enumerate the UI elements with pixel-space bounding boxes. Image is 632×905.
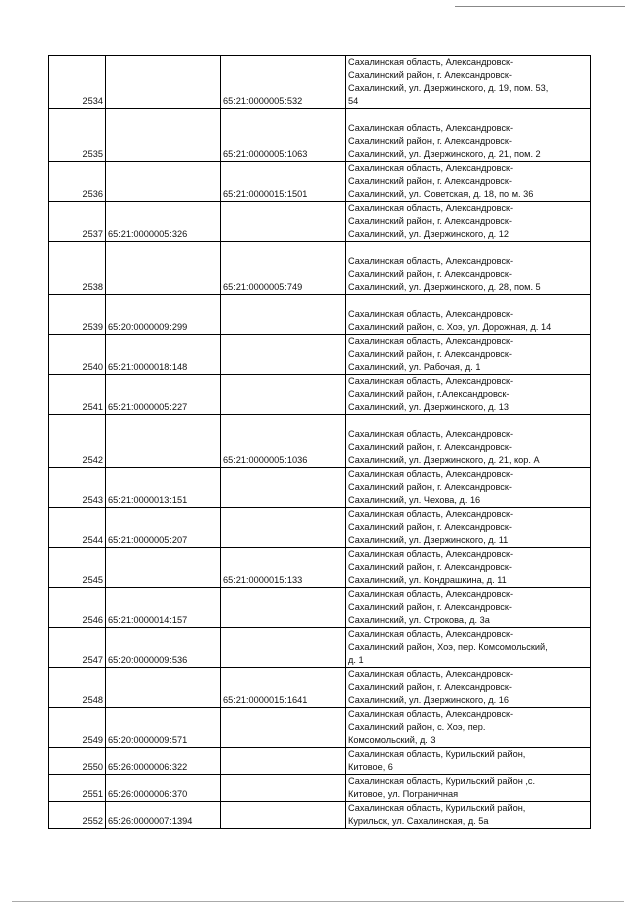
address-cell: [346, 508, 591, 548]
address-line: Сахалинский, ул. Кондрашкина, д. 11: [348, 575, 507, 585]
table-body: [49, 56, 591, 829]
cadastral-number-cell: 65:21:0000014:157: [106, 588, 221, 628]
row-number-cell: 2546: [49, 588, 106, 628]
address-line: Курильск, ул. Сахалинская, д. 5а: [348, 816, 489, 826]
address-line: Сахалинская область, Александровск-: [348, 429, 514, 439]
address-cell: [346, 668, 591, 708]
table-row: [49, 748, 591, 775]
table-row: [49, 242, 591, 295]
parent-cadastral-number-cell: [221, 375, 346, 415]
address-cell: [346, 335, 591, 375]
parent-cadastral-number-cell: 65:21:0000005:749: [221, 242, 346, 295]
parent-cadastral-number-cell: [221, 468, 346, 508]
parent-cadastral-number-cell: [221, 508, 346, 548]
address-line: Сахалинский район, г. Александровск-: [348, 442, 512, 452]
address-line: Сахалинский район, г. Александровск-: [348, 349, 512, 359]
row-number-cell: 2544: [49, 508, 106, 548]
address-line: Сахалинский район, г. Александровск-: [348, 522, 512, 532]
parent-cadastral-number-cell: [221, 708, 346, 748]
row-number-cell: 2536: [49, 162, 106, 202]
address-line: Сахалинский, ул. Советская, д. 18, по м. 36: [348, 189, 534, 199]
cadastral-number-cell: 65:21:0000018:148: [106, 335, 221, 375]
table-row: [49, 802, 591, 829]
bottom-rule: [12, 901, 624, 902]
address-line: Сахалинский район, г. Александровск-: [348, 176, 512, 186]
top-rule: [455, 6, 625, 7]
address-line: Сахалинский, ул. Чехова, д. 16: [348, 495, 481, 505]
cadastral-number-cell: [106, 415, 221, 468]
table-row: [49, 202, 591, 242]
row-number-cell: 2534: [49, 56, 106, 109]
address-cell: [346, 202, 591, 242]
address-cell: [346, 748, 591, 775]
cadastral-number-cell: 65:20:0000009:536: [106, 628, 221, 668]
address-line: [348, 109, 588, 122]
address-line: Сахалинская область, Александровск-: [348, 629, 514, 639]
cadastral-number-cell: 65:26:0000006:322: [106, 748, 221, 775]
address-line: Сахалинская область, Александровск-: [348, 509, 514, 519]
cadastral-number-cell: 65:21:0000005:326: [106, 202, 221, 242]
row-number-cell: 2548: [49, 668, 106, 708]
row-number-cell: 2537: [49, 202, 106, 242]
table-row: [49, 56, 591, 109]
row-number-cell: 2549: [49, 708, 106, 748]
address-line: Сахалинский, ул. Дзержинского, д. 12: [348, 229, 509, 239]
table-row: [49, 295, 591, 335]
address-line: Сахалинская область, Курильский район,: [348, 803, 526, 813]
parent-cadastral-number-cell: 65:21:0000005:1063: [221, 109, 346, 162]
parent-cadastral-number-cell: [221, 295, 346, 335]
property-registry-table: [48, 55, 591, 829]
parent-cadastral-number-cell: [221, 775, 346, 802]
row-number-cell: 2551: [49, 775, 106, 802]
table-row: [49, 548, 591, 588]
address-line: Сахалинская область, Александровск-: [348, 256, 514, 266]
row-number-cell: 2550: [49, 748, 106, 775]
table-row: [49, 628, 591, 668]
cadastral-number-cell: [106, 548, 221, 588]
address-line: Сахалинская область, Курильский район,: [348, 749, 526, 759]
address-line: Сахалинский, ул. Дзержинского, д. 11: [348, 535, 509, 545]
address-line: Сахалинский район, с. Хоэ, ул. Дорожная, д. 14: [348, 322, 552, 332]
address-line: Сахалинский район, г. Александровск-: [348, 562, 512, 572]
table-row: [49, 588, 591, 628]
address-line: Сахалинский, ул. Строкова, д. 3а: [348, 615, 490, 625]
address-cell: [346, 415, 591, 468]
cadastral-number-cell: 65:20:0000009:299: [106, 295, 221, 335]
address-line: Сахалинский район, Хоэ, пер. Комсомольский,: [348, 642, 548, 652]
cadastral-number-cell: [106, 668, 221, 708]
table-row: [49, 668, 591, 708]
parent-cadastral-number-cell: [221, 335, 346, 375]
row-number-cell: 2541: [49, 375, 106, 415]
address-line: Сахалинская область, Александровск-: [348, 309, 514, 319]
row-number-cell: 2545: [49, 548, 106, 588]
address-line: Сахалинская область, Курильский район ,с.: [348, 776, 536, 786]
table-row: [49, 375, 591, 415]
address-line: Сахалинская область, Александровск-: [348, 203, 514, 213]
address-cell: [346, 802, 591, 829]
address-line: Сахалинский район, г.Александровск-: [348, 389, 510, 399]
address-line: Сахалинский, ул. Дзержинского, д. 13: [348, 402, 509, 412]
address-line: Сахалинский, ул. Дзержинского, д. 19, пом. 53,: [348, 83, 549, 93]
address-line: Сахалинская область, Александровск-: [348, 163, 514, 173]
table-row: [49, 468, 591, 508]
address-line: Сахалинская область, Александровск-: [348, 549, 514, 559]
row-number-cell: 2543: [49, 468, 106, 508]
address-line: Сахалинский район, г. Александровск-: [348, 136, 512, 146]
address-line: Сахалинская область, Александровск-: [348, 376, 514, 386]
address-line: Сахалинский район, г. Александровск-: [348, 216, 512, 226]
row-number-cell: 2535: [49, 109, 106, 162]
address-line: Сахалинский район, с. Хоэ, пер.: [348, 722, 486, 732]
address-line: Сахалинский, ул. Дзержинского, д. 16: [348, 695, 509, 705]
table-row: [49, 775, 591, 802]
address-line: Сахалинский район, г. Александровск-: [348, 269, 512, 279]
address-cell: [346, 588, 591, 628]
cadastral-number-cell: [106, 242, 221, 295]
cadastral-number-cell: 65:21:0000005:207: [106, 508, 221, 548]
address-line: Сахалинский район, г. Александровск-: [348, 70, 512, 80]
cadastral-number-cell: [106, 162, 221, 202]
address-cell: [346, 628, 591, 668]
parent-cadastral-number-cell: 65:21:0000015:1641: [221, 668, 346, 708]
parent-cadastral-number-cell: [221, 802, 346, 829]
table-row: [49, 508, 591, 548]
table-row: [49, 335, 591, 375]
address-line: Китовое, ул. Пограничная: [348, 789, 459, 799]
parent-cadastral-number-cell: [221, 748, 346, 775]
parent-cadastral-number-cell: [221, 202, 346, 242]
table-row: [49, 162, 591, 202]
address-cell: [346, 548, 591, 588]
table-row: [49, 415, 591, 468]
address-line: Комсомольский, д. 3: [348, 735, 436, 745]
row-number-cell: 2542: [49, 415, 106, 468]
address-line: Сахалинская область, Александровск-: [348, 589, 514, 599]
table-row: [49, 109, 591, 162]
cadastral-number-cell: 65:26:0000007:1394: [106, 802, 221, 829]
row-number-cell: 2552: [49, 802, 106, 829]
address-line: Сахалинский, ул. Дзержинского, д. 28, пом. 5: [348, 282, 541, 292]
address-line: Сахалинский, ул. Рабочая, д. 1: [348, 362, 481, 372]
address-line: Сахалинский район, г. Александровск-: [348, 602, 512, 612]
address-cell: [346, 775, 591, 802]
address-cell: [346, 162, 591, 202]
address-line: Сахалинский, ул. Дзержинского, д. 21, кор. А: [348, 455, 540, 465]
cadastral-number-cell: [106, 109, 221, 162]
address-line: Сахалинский район, г. Александровск-: [348, 482, 512, 492]
parent-cadastral-number-cell: 65:21:0000015:1501: [221, 162, 346, 202]
cadastral-number-cell: 65:21:0000013:151: [106, 468, 221, 508]
cadastral-number-cell: [106, 56, 221, 109]
parent-cadastral-number-cell: 65:21:0000015:133: [221, 548, 346, 588]
cadastral-number-cell: 65:21:0000005:227: [106, 375, 221, 415]
address-cell: [346, 708, 591, 748]
parent-cadastral-number-cell: [221, 588, 346, 628]
address-line: Сахалинская область, Александровск-: [348, 123, 514, 133]
address-cell: [346, 468, 591, 508]
address-cell: [346, 242, 591, 295]
address-line: Сахалинская область, Александровск-: [348, 469, 514, 479]
address-line: [348, 242, 588, 255]
address-cell: [346, 56, 591, 109]
cadastral-number-cell: 65:26:0000006:370: [106, 775, 221, 802]
address-line: Китовое, 6: [348, 762, 393, 772]
address-cell: [346, 375, 591, 415]
address-cell: [346, 295, 591, 335]
row-number-cell: 2539: [49, 295, 106, 335]
table-row: [49, 708, 591, 748]
address-line: Сахалинская область, Александровск-: [348, 709, 514, 719]
address-line: 54: [348, 96, 359, 106]
address-cell: [346, 109, 591, 162]
parent-cadastral-number-cell: 65:21:0000005:532: [221, 56, 346, 109]
address-line: Сахалинский район, г. Александровск-: [348, 682, 512, 692]
address-line: Сахалинская область, Александровск-: [348, 669, 514, 679]
cadastral-number-cell: 65:20:0000009:571: [106, 708, 221, 748]
row-number-cell: 2540: [49, 335, 106, 375]
parent-cadastral-number-cell: [221, 628, 346, 668]
parent-cadastral-number-cell: 65:21:0000005:1036: [221, 415, 346, 468]
address-line: Сахалинская область, Александровск-: [348, 57, 514, 67]
address-line: [348, 295, 588, 308]
address-line: Сахалинский, ул. Дзержинского, д. 21, пом. 2: [348, 149, 541, 159]
address-line: [348, 415, 588, 428]
row-number-cell: 2547: [49, 628, 106, 668]
address-line: Сахалинская область, Александровск-: [348, 336, 514, 346]
row-number-cell: 2538: [49, 242, 106, 295]
address-line: д. 1: [348, 655, 364, 665]
